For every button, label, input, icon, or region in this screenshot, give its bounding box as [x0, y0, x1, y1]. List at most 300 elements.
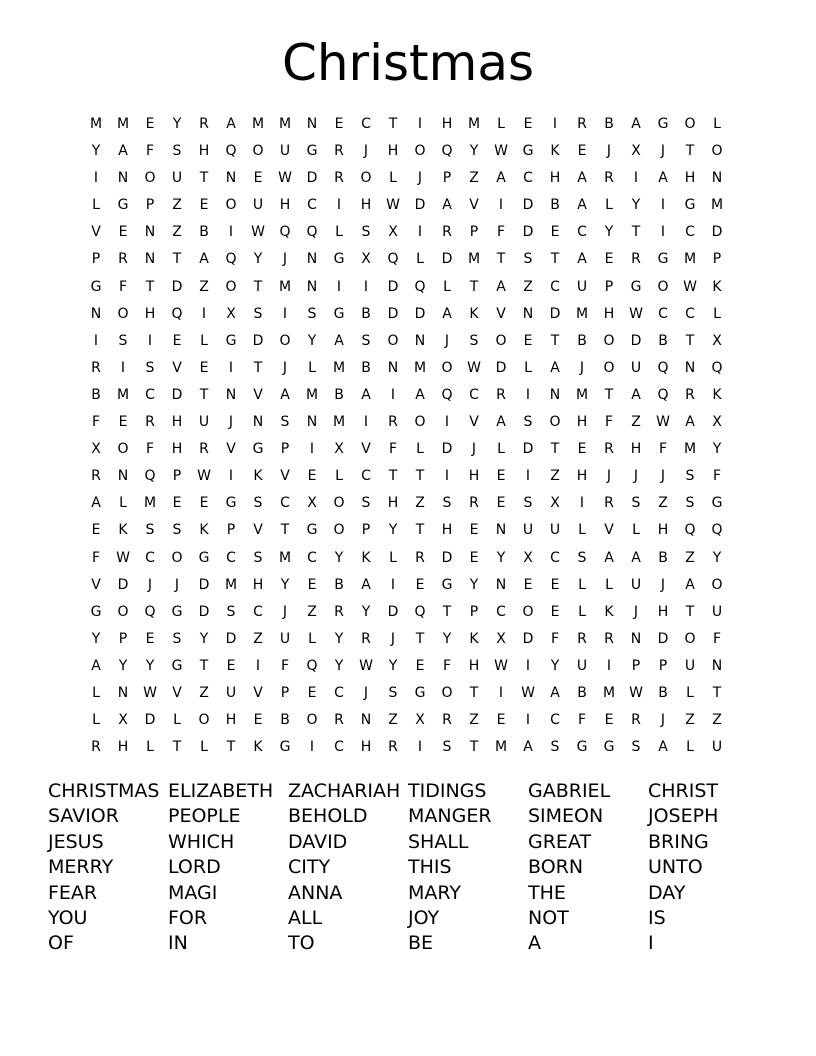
grid-letter: U — [522, 522, 534, 539]
word-list-item: BEHOLD — [288, 805, 368, 828]
grid-letter: C — [226, 549, 236, 566]
grid-letter: D — [549, 305, 561, 322]
grid-letter: I — [498, 684, 504, 701]
grid-letter: D — [117, 576, 129, 593]
word-list-item: THIS — [408, 856, 452, 879]
grid-letter: O — [522, 603, 534, 620]
grid-letter: J — [363, 684, 369, 701]
grid-letter: E — [253, 712, 263, 729]
grid-letter: S — [253, 549, 263, 566]
grid-letter: Q — [684, 522, 696, 539]
grid-letter: H — [198, 143, 210, 160]
grid-letter: L — [416, 251, 424, 268]
grid-letter: V — [280, 468, 290, 485]
grid-letter: I — [228, 224, 234, 241]
grid-letter: H — [171, 441, 183, 458]
grid-letter: F — [604, 414, 614, 431]
grid-letter: Y — [280, 576, 290, 593]
grid-letter: O — [117, 305, 129, 322]
grid-letter: O — [441, 684, 453, 701]
grid-letter: N — [630, 630, 642, 647]
grid-letter: F — [712, 468, 722, 485]
grid-letter: D — [441, 251, 453, 268]
grid-letter: Y — [118, 657, 128, 674]
grid-letter: Q — [306, 224, 318, 241]
grid-letter: G — [171, 603, 183, 620]
grid-letter: U — [630, 359, 642, 376]
grid-letter: W — [494, 657, 508, 674]
grid-letter: V — [253, 684, 263, 701]
grid-letter: E — [145, 630, 155, 647]
grid-letter: R — [91, 468, 101, 485]
grid-letter: Q — [414, 603, 426, 620]
grid-letter: Q — [144, 468, 156, 485]
grid-letter: S — [550, 739, 560, 756]
grid-letter: C — [334, 739, 344, 756]
grid-letter: C — [469, 386, 479, 403]
grid-letter: Y — [631, 197, 641, 214]
word-list-row — [48, 854, 768, 879]
grid-letter: F — [496, 224, 506, 241]
grid-letter: Z — [550, 468, 560, 485]
grid-letter: U — [711, 739, 723, 756]
grid-letter: B — [658, 549, 668, 566]
grid-letter: Y — [334, 630, 344, 647]
grid-letter: A — [199, 251, 209, 268]
grid-letter: R — [91, 739, 101, 756]
grid-letter: G — [306, 522, 318, 539]
grid-letter: K — [712, 278, 722, 295]
word-list-row — [48, 803, 768, 828]
grid-row — [93, 165, 744, 192]
grid-letter: F — [280, 657, 290, 674]
grid-letter: O — [684, 116, 696, 132]
grid-letter: Z — [253, 630, 263, 647]
grid-letter: Q — [306, 657, 318, 674]
grid-letter: K — [604, 603, 614, 620]
word-list-item: WHICH — [168, 830, 235, 853]
word-list-item: YOU — [48, 906, 88, 929]
grid-letter: E — [577, 441, 587, 458]
grid-letter: Z — [631, 414, 641, 431]
grid-letter: H — [387, 495, 399, 512]
grid-letter: E — [523, 116, 533, 132]
grid-letter: S — [361, 224, 371, 241]
grid-letter: N — [711, 170, 723, 187]
grid-letter: B — [658, 332, 668, 349]
word-list-row — [48, 880, 768, 905]
grid-letter: G — [90, 603, 102, 620]
grid-letter: B — [280, 712, 290, 729]
grid-letter: B — [361, 305, 371, 322]
grid-letter: G — [117, 197, 129, 214]
grid-letter: W — [386, 197, 400, 214]
grid-letter: A — [685, 576, 695, 593]
grid-letter: N — [225, 170, 237, 187]
grid-letter: L — [335, 468, 343, 485]
grid-letter: N — [144, 224, 156, 241]
grid-letter: J — [228, 414, 234, 431]
grid-letter: O — [657, 278, 669, 295]
grid-letter: G — [333, 305, 345, 322]
grid-letter: T — [496, 251, 506, 268]
grid-letter: B — [361, 359, 371, 376]
grid-letter: O — [117, 603, 129, 620]
grid-letter: D — [387, 603, 399, 620]
grid-letter: W — [197, 468, 211, 485]
grid-letter: L — [578, 522, 586, 539]
word-list-item: IS — [648, 906, 666, 929]
grid-letter: C — [307, 549, 317, 566]
page-title: Christmas — [281, 34, 535, 92]
grid-letter: H — [576, 414, 588, 431]
grid-letter: S — [442, 495, 452, 512]
grid-letter: J — [633, 468, 639, 485]
grid-letter: R — [388, 414, 398, 431]
grid-letter: S — [145, 522, 155, 539]
grid-letter: E — [550, 576, 560, 593]
grid-letter: G — [90, 278, 102, 295]
grid-letter: E — [307, 684, 317, 701]
grid-letter: C — [334, 684, 344, 701]
grid-letter: O — [225, 197, 237, 214]
grid-letter: W — [683, 278, 697, 295]
grid-letter: Z — [199, 278, 209, 295]
grid-letter: J — [606, 143, 612, 160]
grid-letter: T — [253, 359, 263, 376]
grid-letter: S — [145, 359, 155, 376]
grid-letter: H — [657, 603, 669, 620]
grid-letter: T — [685, 332, 695, 349]
grid-letter: I — [660, 197, 666, 214]
grid-letter: M — [494, 739, 508, 756]
grid-letter: D — [387, 305, 399, 322]
grid-letter: I — [120, 359, 126, 376]
grid-row — [91, 734, 744, 761]
grid-letter: R — [604, 170, 614, 187]
grid-letter: I — [309, 441, 315, 458]
grid-letter: M — [413, 359, 427, 376]
grid-letter: O — [603, 359, 615, 376]
grid-letter: S — [280, 414, 290, 431]
grid-letter: T — [415, 468, 425, 485]
grid-row — [89, 111, 744, 138]
grid-row — [91, 436, 744, 463]
word-list-item: SAVIOR — [48, 805, 119, 828]
grid-letter: M — [278, 278, 292, 295]
grid-letter: M — [278, 549, 292, 566]
grid-letter: E — [415, 576, 425, 593]
grid-letter: M — [683, 441, 697, 458]
grid-letter: D — [414, 305, 426, 322]
grid-letter: L — [686, 739, 694, 756]
grid-letter: I — [579, 495, 585, 512]
word-search-grid — [89, 111, 744, 761]
grid-letter: P — [469, 603, 479, 620]
grid-letter: A — [442, 305, 452, 322]
grid-letter: I — [228, 359, 234, 376]
grid-letter: Z — [658, 495, 668, 512]
grid-letter: X — [712, 414, 722, 431]
word-list-item: GREAT — [528, 830, 592, 853]
word-list-item: I — [648, 932, 654, 955]
grid-letter: L — [443, 278, 451, 295]
grid-row — [91, 219, 744, 246]
grid-letter: E — [172, 495, 182, 512]
grid-letter: A — [523, 739, 533, 756]
grid-letter: A — [685, 414, 695, 431]
grid-letter: R — [145, 414, 155, 431]
grid-letter: G — [576, 739, 588, 756]
grid-letter: L — [578, 576, 586, 593]
grid-letter: G — [684, 197, 696, 214]
grid-letter: L — [686, 684, 694, 701]
grid-letter: S — [442, 739, 452, 756]
grid-letter: Z — [685, 549, 695, 566]
grid-letter: G — [333, 251, 345, 268]
grid-letter: V — [361, 441, 371, 458]
grid-letter: B — [334, 576, 344, 593]
grid-letter: R — [604, 441, 614, 458]
grid-letter: U — [549, 522, 561, 539]
grid-letter: M — [332, 359, 346, 376]
grid-letter: V — [469, 197, 479, 214]
grid-letter: S — [469, 332, 479, 349]
grid-letter: O — [495, 332, 507, 349]
grid-letter: C — [523, 170, 533, 187]
grid-letter: W — [494, 143, 508, 160]
grid-letter: N — [225, 386, 237, 403]
grid-letter: H — [225, 712, 237, 729]
grid-letter: I — [417, 224, 423, 241]
word-list-item: BRING — [648, 830, 709, 853]
grid-letter: O — [711, 576, 723, 593]
grid-letter: T — [469, 739, 479, 756]
grid-letter: R — [334, 712, 344, 729]
grid-letter: E — [577, 143, 587, 160]
grid-letter: T — [712, 684, 722, 701]
grid-letter: N — [495, 522, 507, 539]
grid-letter: W — [143, 684, 157, 701]
grid-letter: I — [525, 468, 531, 485]
grid-letter: G — [225, 332, 237, 349]
word-list-item: CHRISTMAS — [48, 780, 160, 802]
grid-letter: L — [524, 359, 532, 376]
grid-letter: C — [307, 197, 317, 214]
grid-letter: L — [146, 739, 154, 756]
grid-letter: R — [199, 116, 209, 132]
grid-letter: E — [199, 359, 209, 376]
grid-letter: I — [336, 278, 342, 295]
grid-letter: T — [280, 522, 290, 539]
grid-letter: I — [201, 305, 207, 322]
grid-letter: P — [118, 630, 128, 647]
grid-letter: P — [172, 468, 182, 485]
grid-letter: O — [441, 359, 453, 376]
grid-letter: F — [145, 441, 155, 458]
grid-letter: A — [496, 170, 506, 187]
grid-letter: S — [523, 251, 533, 268]
grid-letter: N — [387, 359, 399, 376]
word-list-item: MARY — [408, 881, 461, 904]
grid-letter: S — [631, 739, 641, 756]
grid-letter: A — [550, 684, 560, 701]
grid-letter: T — [199, 170, 209, 187]
grid-letter: X — [226, 305, 236, 322]
grid-letter: E — [604, 251, 614, 268]
grid-row — [93, 328, 744, 355]
grid-letter: Q — [225, 251, 237, 268]
grid-letter: N — [549, 386, 561, 403]
grid-letter: H — [468, 468, 480, 485]
grid-letter: S — [523, 495, 533, 512]
grid-letter: N — [306, 278, 318, 295]
grid-letter: Z — [307, 603, 317, 620]
grid-row — [91, 409, 744, 436]
grid-letter: G — [603, 739, 615, 756]
word-list-item: ANNA — [288, 881, 343, 904]
grid-letter: C — [280, 495, 290, 512]
word-list-item: PEOPLE — [168, 805, 241, 828]
grid-letter: B — [577, 332, 587, 349]
grid-letter: A — [496, 414, 506, 431]
word-list-row — [48, 829, 768, 854]
grid-letter: C — [145, 386, 155, 403]
grid-letter: Z — [469, 170, 479, 187]
grid-letter: T — [415, 522, 425, 539]
grid-letter: K — [118, 522, 128, 539]
grid-letter: P — [604, 278, 614, 295]
grid-letter: T — [550, 332, 560, 349]
grid-letter: H — [387, 143, 399, 160]
grid-letter: J — [147, 576, 153, 593]
grid-letter: A — [91, 495, 101, 512]
grid-letter: T — [631, 224, 641, 241]
grid-letter: A — [361, 386, 371, 403]
grid-letter: E — [334, 116, 344, 132]
grid-letter: V — [226, 441, 236, 458]
grid-letter: Q — [144, 603, 156, 620]
grid-letter: D — [441, 549, 453, 566]
grid-row — [91, 490, 744, 517]
grid-letter: C — [145, 549, 155, 566]
grid-letter: N — [117, 684, 129, 701]
grid-letter: P — [280, 684, 290, 701]
grid-letter: X — [631, 143, 641, 160]
grid-letter: L — [605, 576, 613, 593]
grid-letter: T — [604, 386, 614, 403]
grid-letter: C — [496, 603, 506, 620]
grid-letter: P — [91, 251, 101, 268]
grid-letter: U — [225, 684, 237, 701]
grid-letter: V — [91, 576, 101, 593]
grid-letter: T — [145, 278, 155, 295]
grid-letter: E — [172, 332, 182, 349]
grid-letter: J — [471, 441, 477, 458]
word-list-item: FOR — [168, 906, 208, 929]
grid-letter: P — [226, 522, 236, 539]
grid-letter: L — [497, 441, 505, 458]
grid-letter: J — [444, 332, 450, 349]
grid-letter: I — [93, 332, 99, 349]
grid-letter: R — [199, 441, 209, 458]
grid-letter: P — [712, 251, 722, 268]
grid-letter: L — [605, 197, 613, 214]
grid-letter: X — [388, 224, 398, 241]
grid-letter: M — [332, 414, 346, 431]
grid-letter: M — [224, 576, 238, 593]
grid-letter: Y — [91, 630, 101, 647]
grid-letter: N — [306, 116, 318, 132]
grid-letter: W — [629, 684, 643, 701]
grid-letter: M — [467, 251, 481, 268]
grid-letter: I — [552, 116, 558, 132]
grid-letter: X — [496, 630, 506, 647]
grid-letter: H — [441, 522, 453, 539]
grid-letter: R — [685, 386, 695, 403]
grid-letter: N — [252, 414, 264, 431]
grid-letter: R — [631, 251, 641, 268]
grid-letter: T — [199, 386, 209, 403]
grid-letter: M — [143, 495, 157, 512]
grid-row — [92, 680, 744, 707]
grid-letter: S — [253, 305, 263, 322]
grid-letter: F — [91, 414, 101, 431]
grid-letter: Y — [442, 630, 452, 647]
grid-letter: D — [144, 712, 156, 729]
grid-letter: L — [497, 116, 505, 132]
grid-letter: D — [225, 630, 237, 647]
grid-letter: I — [444, 414, 450, 431]
grid-letter: O — [198, 712, 210, 729]
grid-letter: G — [171, 657, 183, 674]
grid-letter: D — [495, 359, 507, 376]
grid-letter: O — [117, 441, 129, 458]
grid-letter: N — [117, 468, 129, 485]
grid-letter: Q — [171, 305, 183, 322]
grid-row — [91, 626, 744, 653]
grid-letter: N — [495, 576, 507, 593]
grid-letter: A — [361, 576, 371, 593]
grid-letter: M — [278, 116, 292, 132]
word-list-item: CITY — [288, 856, 331, 879]
grid-letter: E — [307, 576, 317, 593]
grid-letter: Y — [172, 116, 182, 132]
grid-letter: Z — [469, 712, 479, 729]
grid-row — [92, 707, 744, 734]
grid-letter: C — [685, 224, 695, 241]
grid-letter: S — [523, 414, 533, 431]
grid-letter: L — [200, 332, 208, 349]
grid-letter: E — [145, 116, 155, 132]
grid-letter: D — [414, 197, 426, 214]
grid-letter: L — [335, 224, 343, 241]
grid-letter: D — [630, 332, 642, 349]
grid-letter: F — [145, 143, 155, 160]
grid-letter: E — [550, 224, 560, 241]
grid-letter: X — [550, 495, 560, 512]
grid-letter: C — [253, 603, 263, 620]
grid-letter: K — [199, 522, 209, 539]
grid-letter: E — [523, 576, 533, 593]
grid-letter: M — [602, 684, 616, 701]
grid-letter: A — [91, 657, 101, 674]
grid-letter: U — [576, 657, 588, 674]
grid-letter: R — [361, 630, 371, 647]
grid-letter: I — [255, 657, 261, 674]
grid-letter: G — [522, 143, 534, 160]
grid-letter: M — [116, 116, 130, 132]
